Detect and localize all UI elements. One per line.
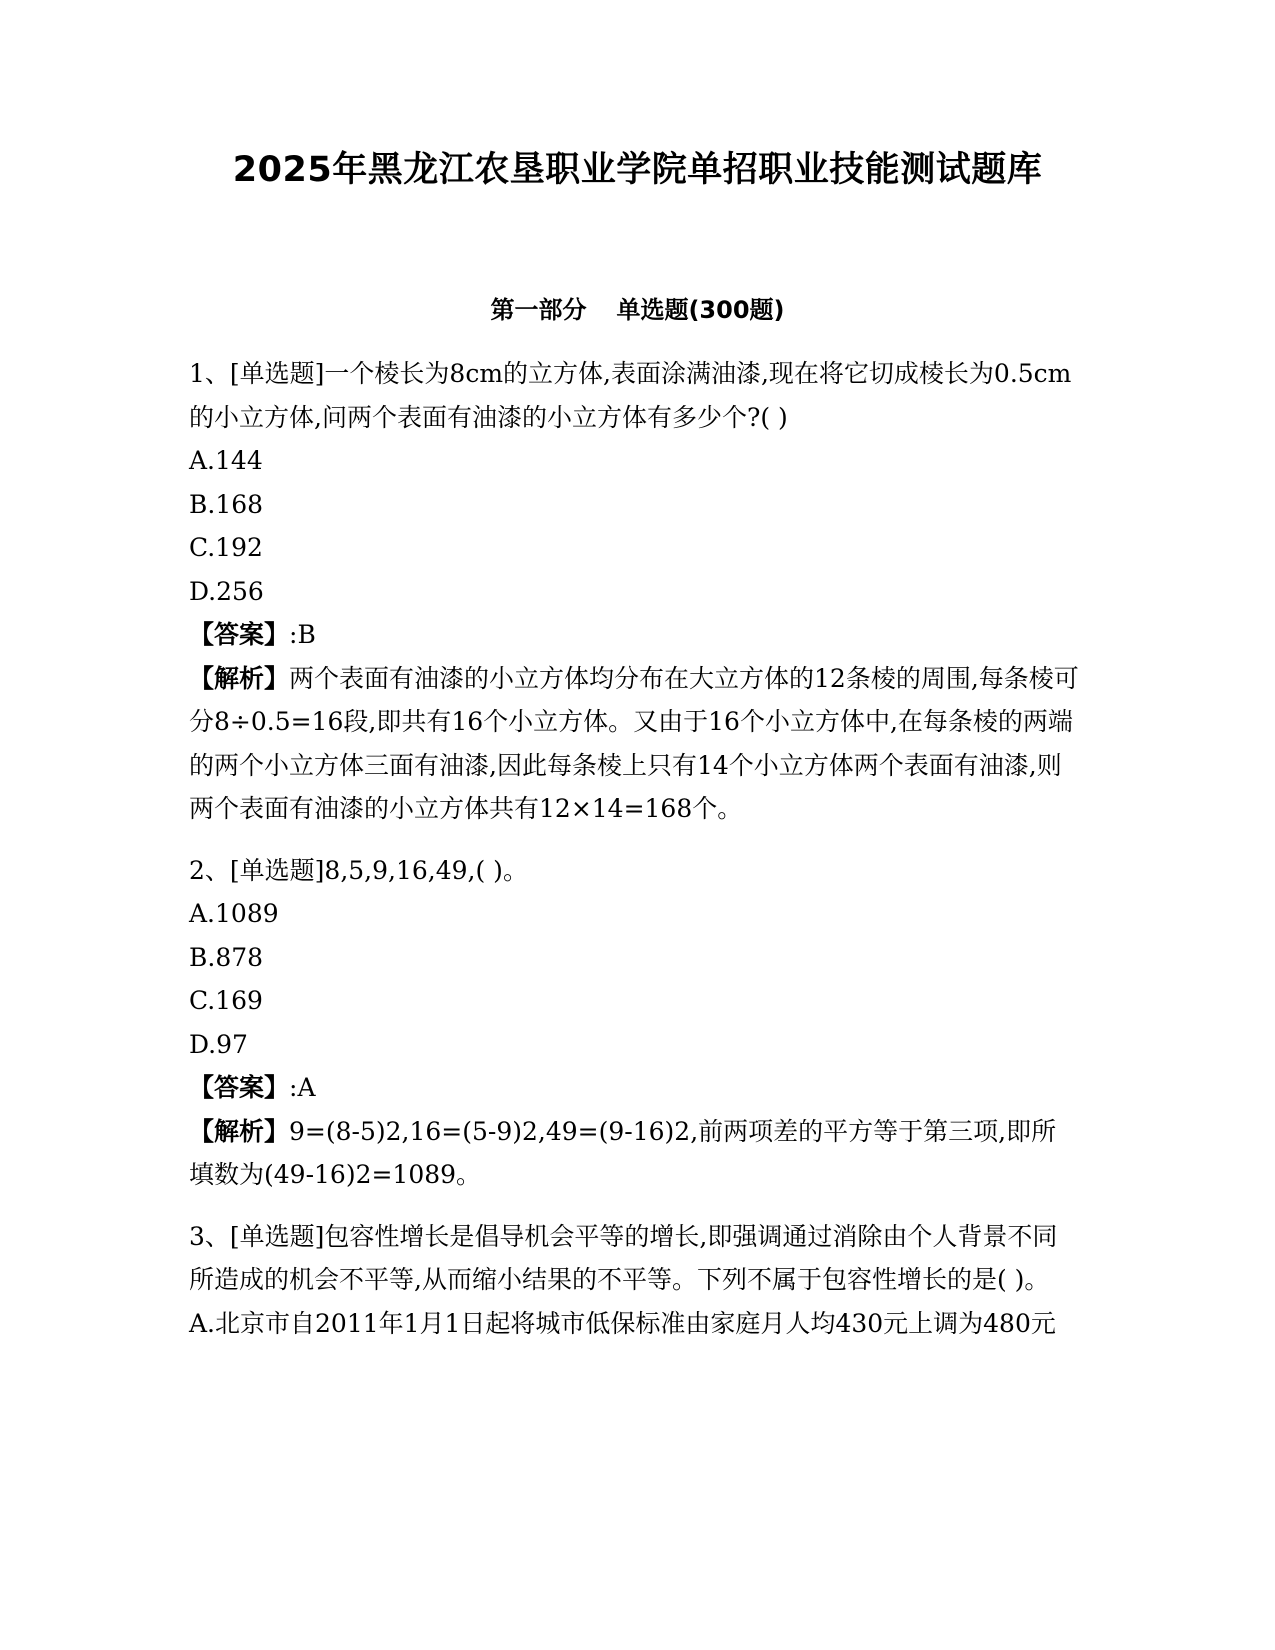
option: B.168 (189, 489, 264, 519)
question-item (189, 352, 1079, 831)
analysis-line (189, 657, 1079, 831)
option: C.192 (189, 533, 263, 562)
analysis-label: 【解析】 (189, 663, 290, 693)
answer-line (189, 613, 1079, 657)
option: A.1089 (189, 899, 279, 928)
answer-value: :A (289, 1073, 316, 1102)
option: C.169 (189, 986, 263, 1015)
section-heading (0, 294, 1275, 326)
option: D.256 (189, 576, 264, 606)
answer-value: :B (289, 620, 316, 649)
question-stem: 1、[单选题]一个棱长为8cm的立方体,表面涂满油漆,现在将它切成棱长为0.5cm的小立方体,问两个表面有油漆的小立方体有多少个?( ) (189, 359, 1072, 432)
question-list (189, 352, 1079, 1345)
answer-label: 【答案】 (189, 1073, 290, 1102)
option: A.144 (189, 446, 263, 475)
question-stem: 2、[单选题]8,5,9,16,49,( )。 (189, 855, 528, 885)
analysis-line (189, 1110, 1079, 1197)
analysis-text: 两个表面有油漆的小立方体均分布在大立方体的12条棱的周围,每条棱可分8÷0.5=16段,即共有16个小立方体。又由于16个小立方体中,在每条棱的两端的两个小立方体三面有油漆,因此每条棱上只有14个小立方体两个表面有油漆,则两个表面有油漆的小立方体共有12×14=168个。 (189, 663, 1079, 823)
question-stem: 3、[单选题]包容性增长是倡导机会平等的增长,即强调通过消除由个人背景不同所造成的机会不平等,从而缩小结果的不平等。下列不属于包容性增长的是( )。 (189, 1221, 1058, 1294)
question-item (189, 849, 1079, 1197)
answer-label: 【答案】 (189, 620, 290, 649)
option: D.97 (189, 1029, 248, 1059)
option: A.北京市自2011年1月1日起将城市低保标准由家庭月人均430元上调为480元 (189, 1308, 1056, 1338)
answer-line (189, 1066, 1079, 1110)
question-item (189, 1215, 1079, 1346)
document-title: 2025年黑龙江农垦职业学院单招职业技能测试题库 (232, 150, 1043, 190)
section-label: 第一部分 (490, 296, 587, 324)
option: B.878 (189, 942, 264, 972)
section-name: 单选题(300题) (616, 296, 785, 324)
analysis-text: 9=(8-5)2,16=(5-9)2,49=(9-16)2,前两项差的平方等于第三项,即所填数为(49-16)2=1089。 (189, 1116, 1057, 1189)
analysis-label: 【解析】 (189, 1116, 290, 1146)
